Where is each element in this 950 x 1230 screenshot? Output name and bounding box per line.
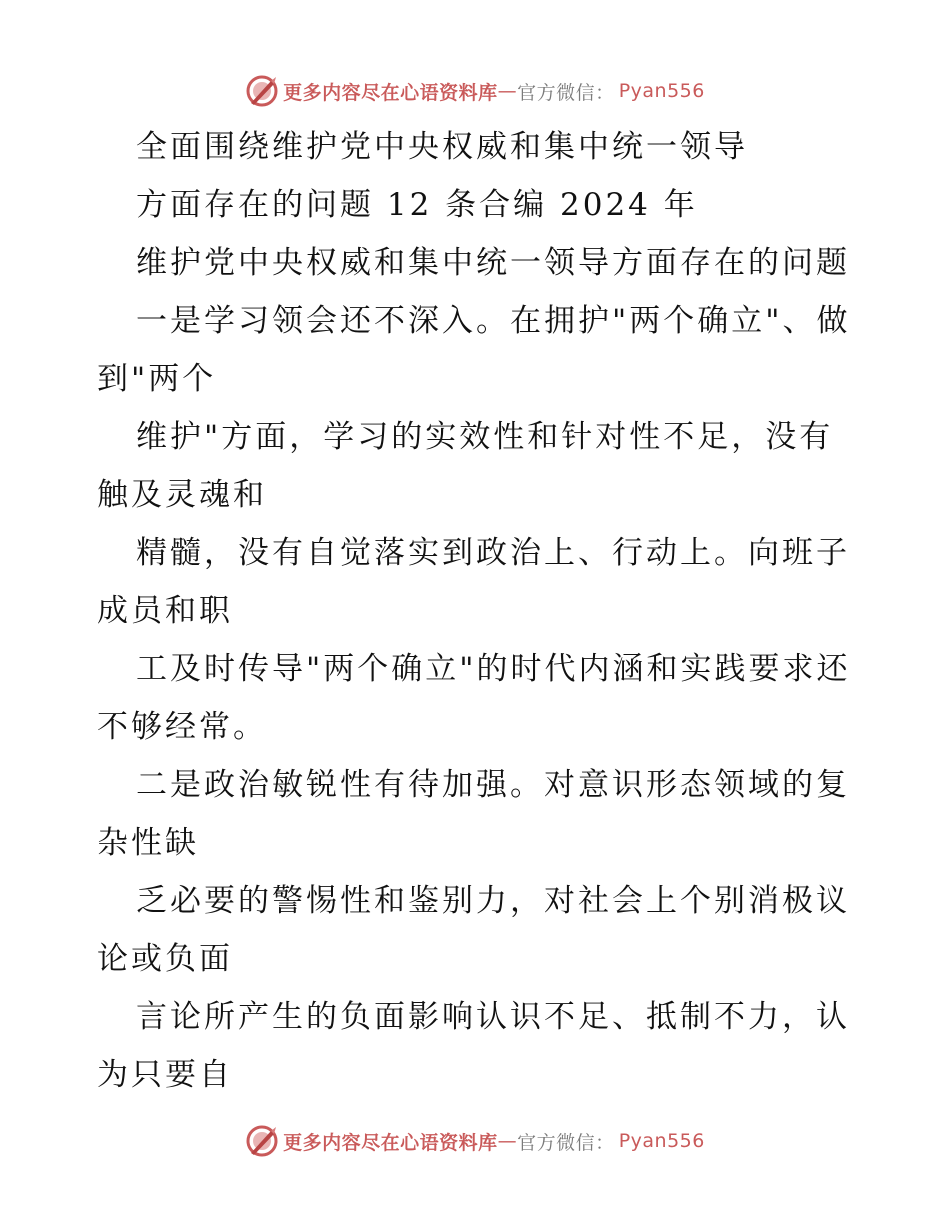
- watermark-brand: 更多内容尽在心语资料库: [283, 81, 498, 104]
- quill-logo-icon: [245, 74, 279, 108]
- document-line: 杂性缺: [97, 825, 199, 861]
- watermark-brand: 更多内容尽在心语资料库: [283, 1131, 498, 1154]
- document-line: 到"两个: [97, 361, 217, 397]
- watermark-dash: —: [497, 1130, 518, 1152]
- document-line: 维护"方面，学习的实效性和针对性不足，没有: [136, 419, 834, 455]
- document-line: 乏必要的警惕性和鉴别力，对社会上个别消极议: [136, 883, 850, 919]
- document-line: 不够经常。: [97, 709, 267, 745]
- document-line: 维护党中央权威和集中统一领导方面存在的问题: [136, 245, 850, 281]
- header-watermark: [0, 71, 950, 111]
- document-line: 二是政治敏锐性有待加强。对意识形态领域的复: [136, 767, 850, 803]
- document-line: 为只要自: [97, 1057, 233, 1093]
- footer-watermark: [0, 1121, 950, 1161]
- watermark-wechat-label: 官方微信：: [517, 1131, 615, 1154]
- document-line: 成员和职: [97, 593, 233, 629]
- watermark-dash: —: [497, 80, 518, 102]
- watermark-wechat-id: Pyan556: [618, 80, 705, 102]
- document-line: 精髓，没有自觉落实到政治上、行动上。向班子: [136, 535, 850, 571]
- document-line: 言论所产生的负面影响认识不足、抵制不力，认: [136, 999, 850, 1035]
- watermark-wechat-id: Pyan556: [618, 1130, 705, 1152]
- document-line: 方面存在的问题 12 条合编 2024 年: [136, 187, 698, 223]
- watermark-wechat-label: 官方微信：: [517, 81, 615, 104]
- document-line: 论或负面: [97, 941, 233, 977]
- document-line: 工及时传导"两个确立"的时代内涵和实践要求还: [136, 651, 851, 687]
- document-line: 触及灵魂和: [97, 477, 267, 513]
- document-body: [97, 118, 857, 1104]
- document-line: 全面围绕维护党中央权威和集中统一领导: [136, 129, 748, 165]
- document-line: 一是学习领会还不深入。在拥护"两个确立"、做: [136, 303, 851, 339]
- quill-logo-icon: [245, 1124, 279, 1158]
